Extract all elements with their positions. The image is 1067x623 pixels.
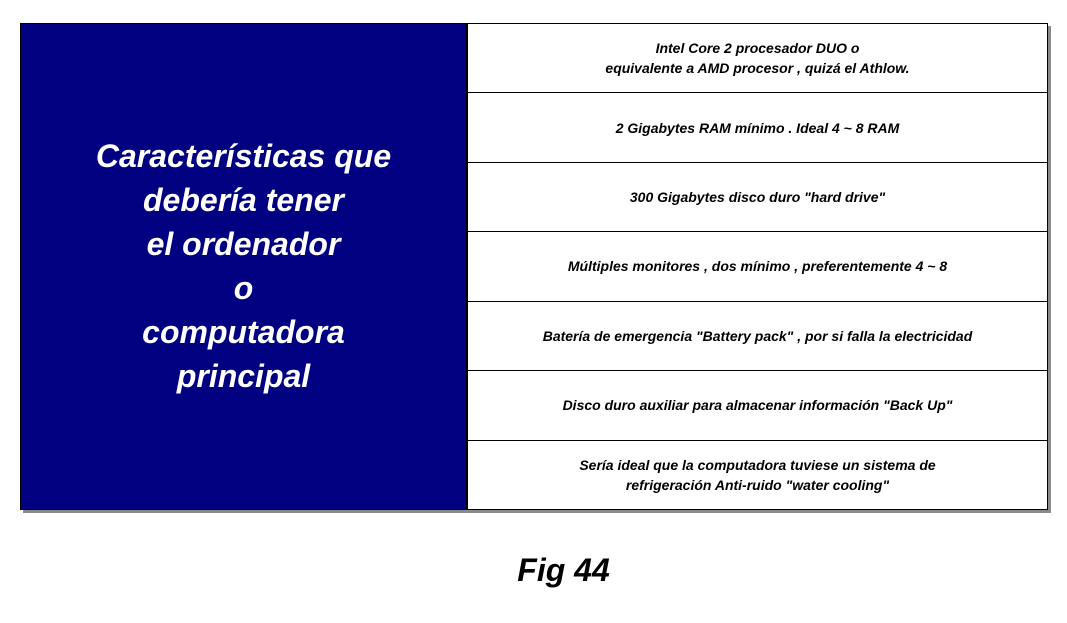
- requirements-table: [20, 23, 1048, 510]
- requirement-text: 2 Gigabytes RAM mínimo . Ideal 4 ~ 8 RAM: [615, 119, 900, 136]
- title-panel: [21, 24, 468, 509]
- requirement-row-ram: [468, 93, 1047, 162]
- requirement-text: Múltiples monitores , dos mínimo , preferentemente 4 ~ 8: [567, 258, 948, 275]
- requirement-row-backup: [468, 371, 1047, 440]
- requirement-text: Sería ideal que la computadora tuviese un sistema de refrigeración Anti-ruido "water cooling": [579, 456, 936, 493]
- requirement-text: 300 Gigabytes disco duro "hard drive": [629, 189, 886, 206]
- requirement-text: Batería de emergencia "Battery pack" , por si falla la electricidad: [542, 327, 973, 344]
- requirement-row-battery: [468, 302, 1047, 371]
- figure-caption: Fig 44: [517, 552, 610, 588]
- requirement-row-processor: [468, 24, 1047, 93]
- requirement-row-cooling: [468, 441, 1047, 509]
- requirement-text: Disco duro auxiliar para almacenar información "Back Up": [562, 397, 953, 414]
- panel-title: Características que debería tener el ordenador o computadora principal: [95, 137, 392, 394]
- requirements-list: [468, 24, 1047, 509]
- requirement-row-hard-drive: [468, 163, 1047, 232]
- requirement-row-monitors: [468, 232, 1047, 301]
- requirement-text: Intel Core 2 procesador DUO o equivalente a AMD procesor , quizá el Athlow.: [605, 40, 910, 77]
